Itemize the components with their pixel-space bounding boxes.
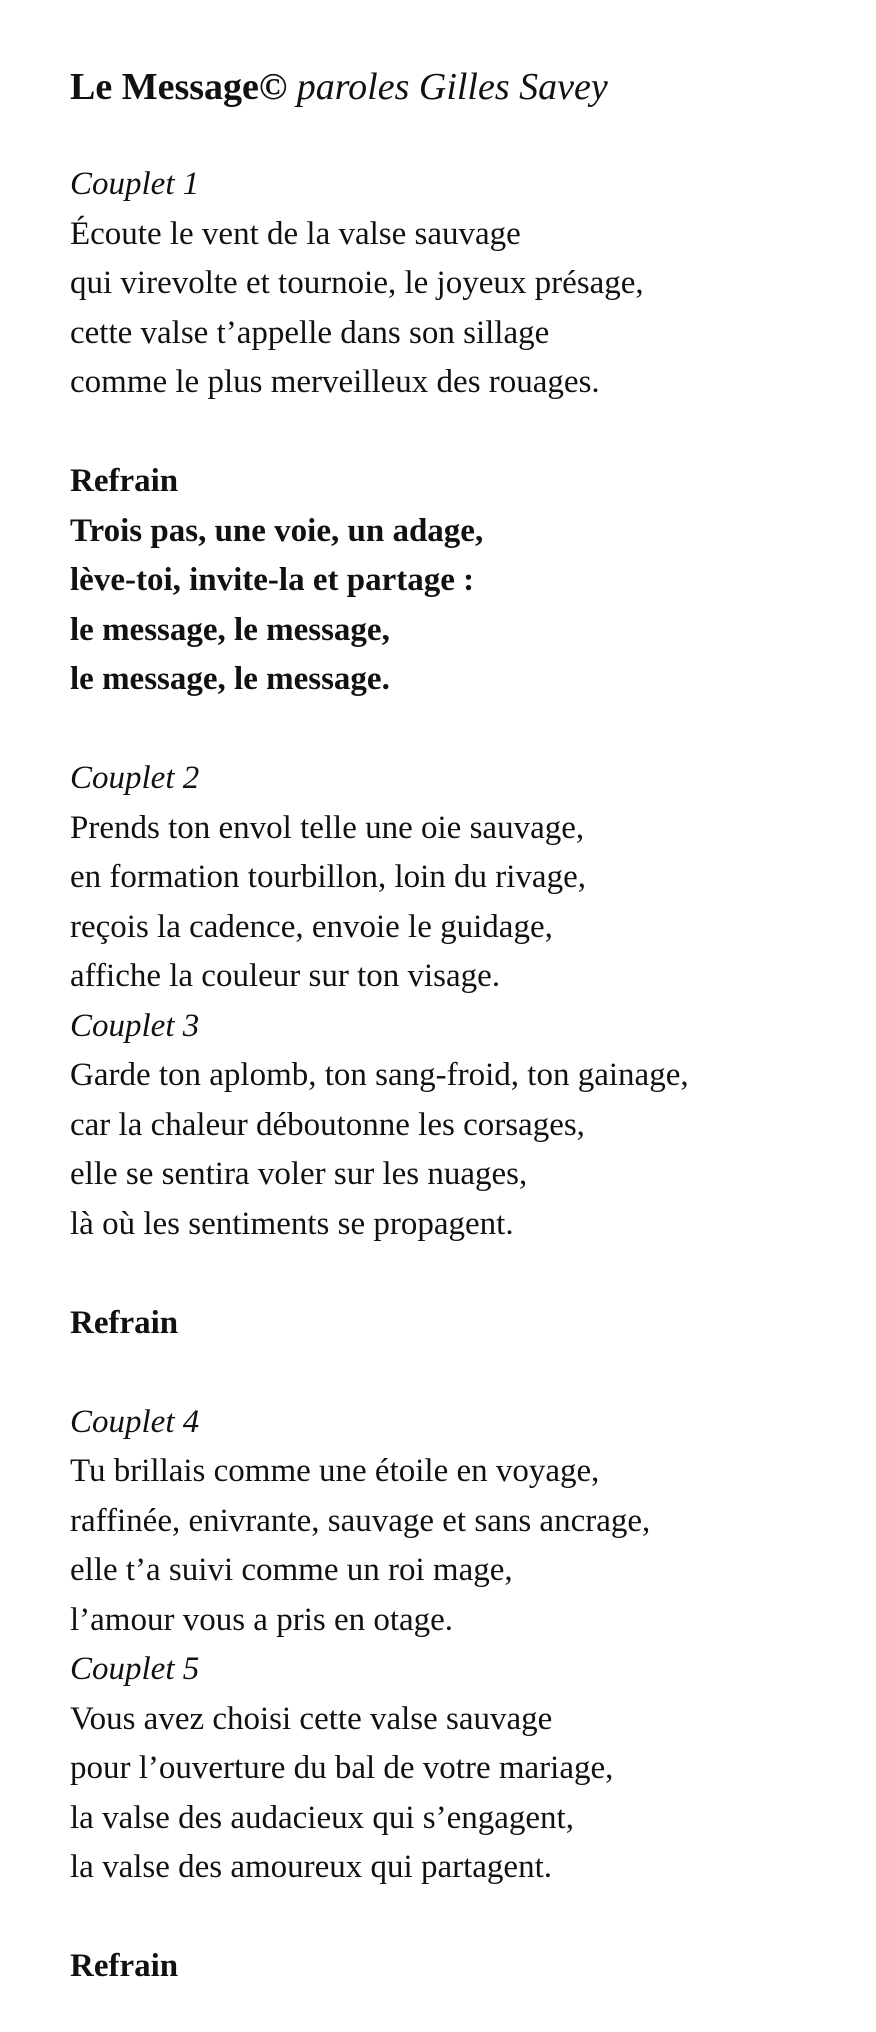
refrain-line: Trois pas, une voie, un adage, — [70, 512, 484, 549]
couplet-4-line: l’amour vous a pris en otage. — [70, 1601, 454, 1638]
refrain-repeat-label: Refrain — [70, 1948, 179, 1984]
couplet-2-line: en formation tourbillon, loin du rivage, — [70, 859, 586, 895]
couplet-2 — [70, 754, 876, 1002]
couplet-1-label: Couplet 1 — [70, 166, 200, 202]
couplet-5-line: pour l’ouverture du bal de votre mariage, — [70, 1750, 614, 1786]
couplet-1-line: cette valse t’appelle dans son sillage — [70, 314, 550, 351]
couplet-3-line: elle se sentira voler sur les nuages, — [70, 1156, 528, 1192]
couplet-3-line: Garde ton aplomb, ton sang-froid, ton gainage, — [70, 1057, 689, 1093]
stanza-gap — [70, 1249, 876, 1299]
couplet-1-line: Écoute le vent de la valse sauvage — [70, 215, 521, 252]
couplet-1-line: qui virevolte et tournoie, le joyeux présage, — [70, 265, 644, 301]
couplet-1 — [70, 160, 876, 408]
couplet-5-line: Vous avez choisi cette valse sauvage — [70, 1700, 553, 1737]
couplet-5 — [70, 1645, 876, 1893]
couplet-1-line: comme le plus merveilleux des rouages. — [70, 364, 600, 400]
couplet-2-label: Couplet 2 — [70, 760, 200, 796]
stanza-gap — [70, 1893, 876, 1943]
couplet-3-label: Couplet 3 — [70, 1007, 200, 1044]
couplet-3-line: là où les sentiments se propagent. — [70, 1205, 514, 1242]
stanza-gap — [70, 705, 876, 755]
refrain-label: Refrain — [70, 463, 179, 499]
song-author: paroles Gilles Savey — [287, 66, 608, 108]
refrain-line: lève-toi, invite-la et partage : — [70, 562, 475, 598]
couplet-5-line: la valse des amoureux qui partagent. — [70, 1849, 552, 1885]
couplet-5-label: Couplet 5 — [70, 1651, 200, 1687]
refrain-line: le message, le message, — [70, 611, 390, 648]
stanza-gap — [70, 1348, 876, 1398]
couplet-5-line: la valse des audacieux qui s’engagent, — [70, 1799, 574, 1836]
couplet-4-line: elle t’a suivi comme un roi mage, — [70, 1552, 513, 1588]
couplet-4-label: Couplet 4 — [70, 1403, 200, 1440]
couplet-2-line: Prends ton envol telle une oie sauvage, — [70, 809, 585, 846]
song-title-main: Le Message© — [70, 66, 288, 108]
couplet-3 — [70, 1002, 876, 1250]
refrain — [70, 457, 876, 705]
couplet-4-line: Tu brillais comme une étoile en voyage, — [70, 1453, 600, 1489]
song-title — [70, 62, 876, 112]
couplet-4 — [70, 1398, 876, 1646]
couplet-2-line: reçois la cadence, envoie le guidage, — [70, 908, 553, 945]
refrain-line: le message, le message. — [70, 661, 390, 697]
couplet-4-line: raffinée, enivrante, sauvage et sans ancrage, — [70, 1502, 651, 1539]
stanza-gap — [70, 408, 876, 458]
refrain-repeat-label: Refrain — [70, 1304, 179, 1341]
couplet-2-line: affiche la couleur sur ton visage. — [70, 958, 501, 994]
couplet-3-line: car la chaleur déboutonne les corsages, — [70, 1106, 585, 1143]
